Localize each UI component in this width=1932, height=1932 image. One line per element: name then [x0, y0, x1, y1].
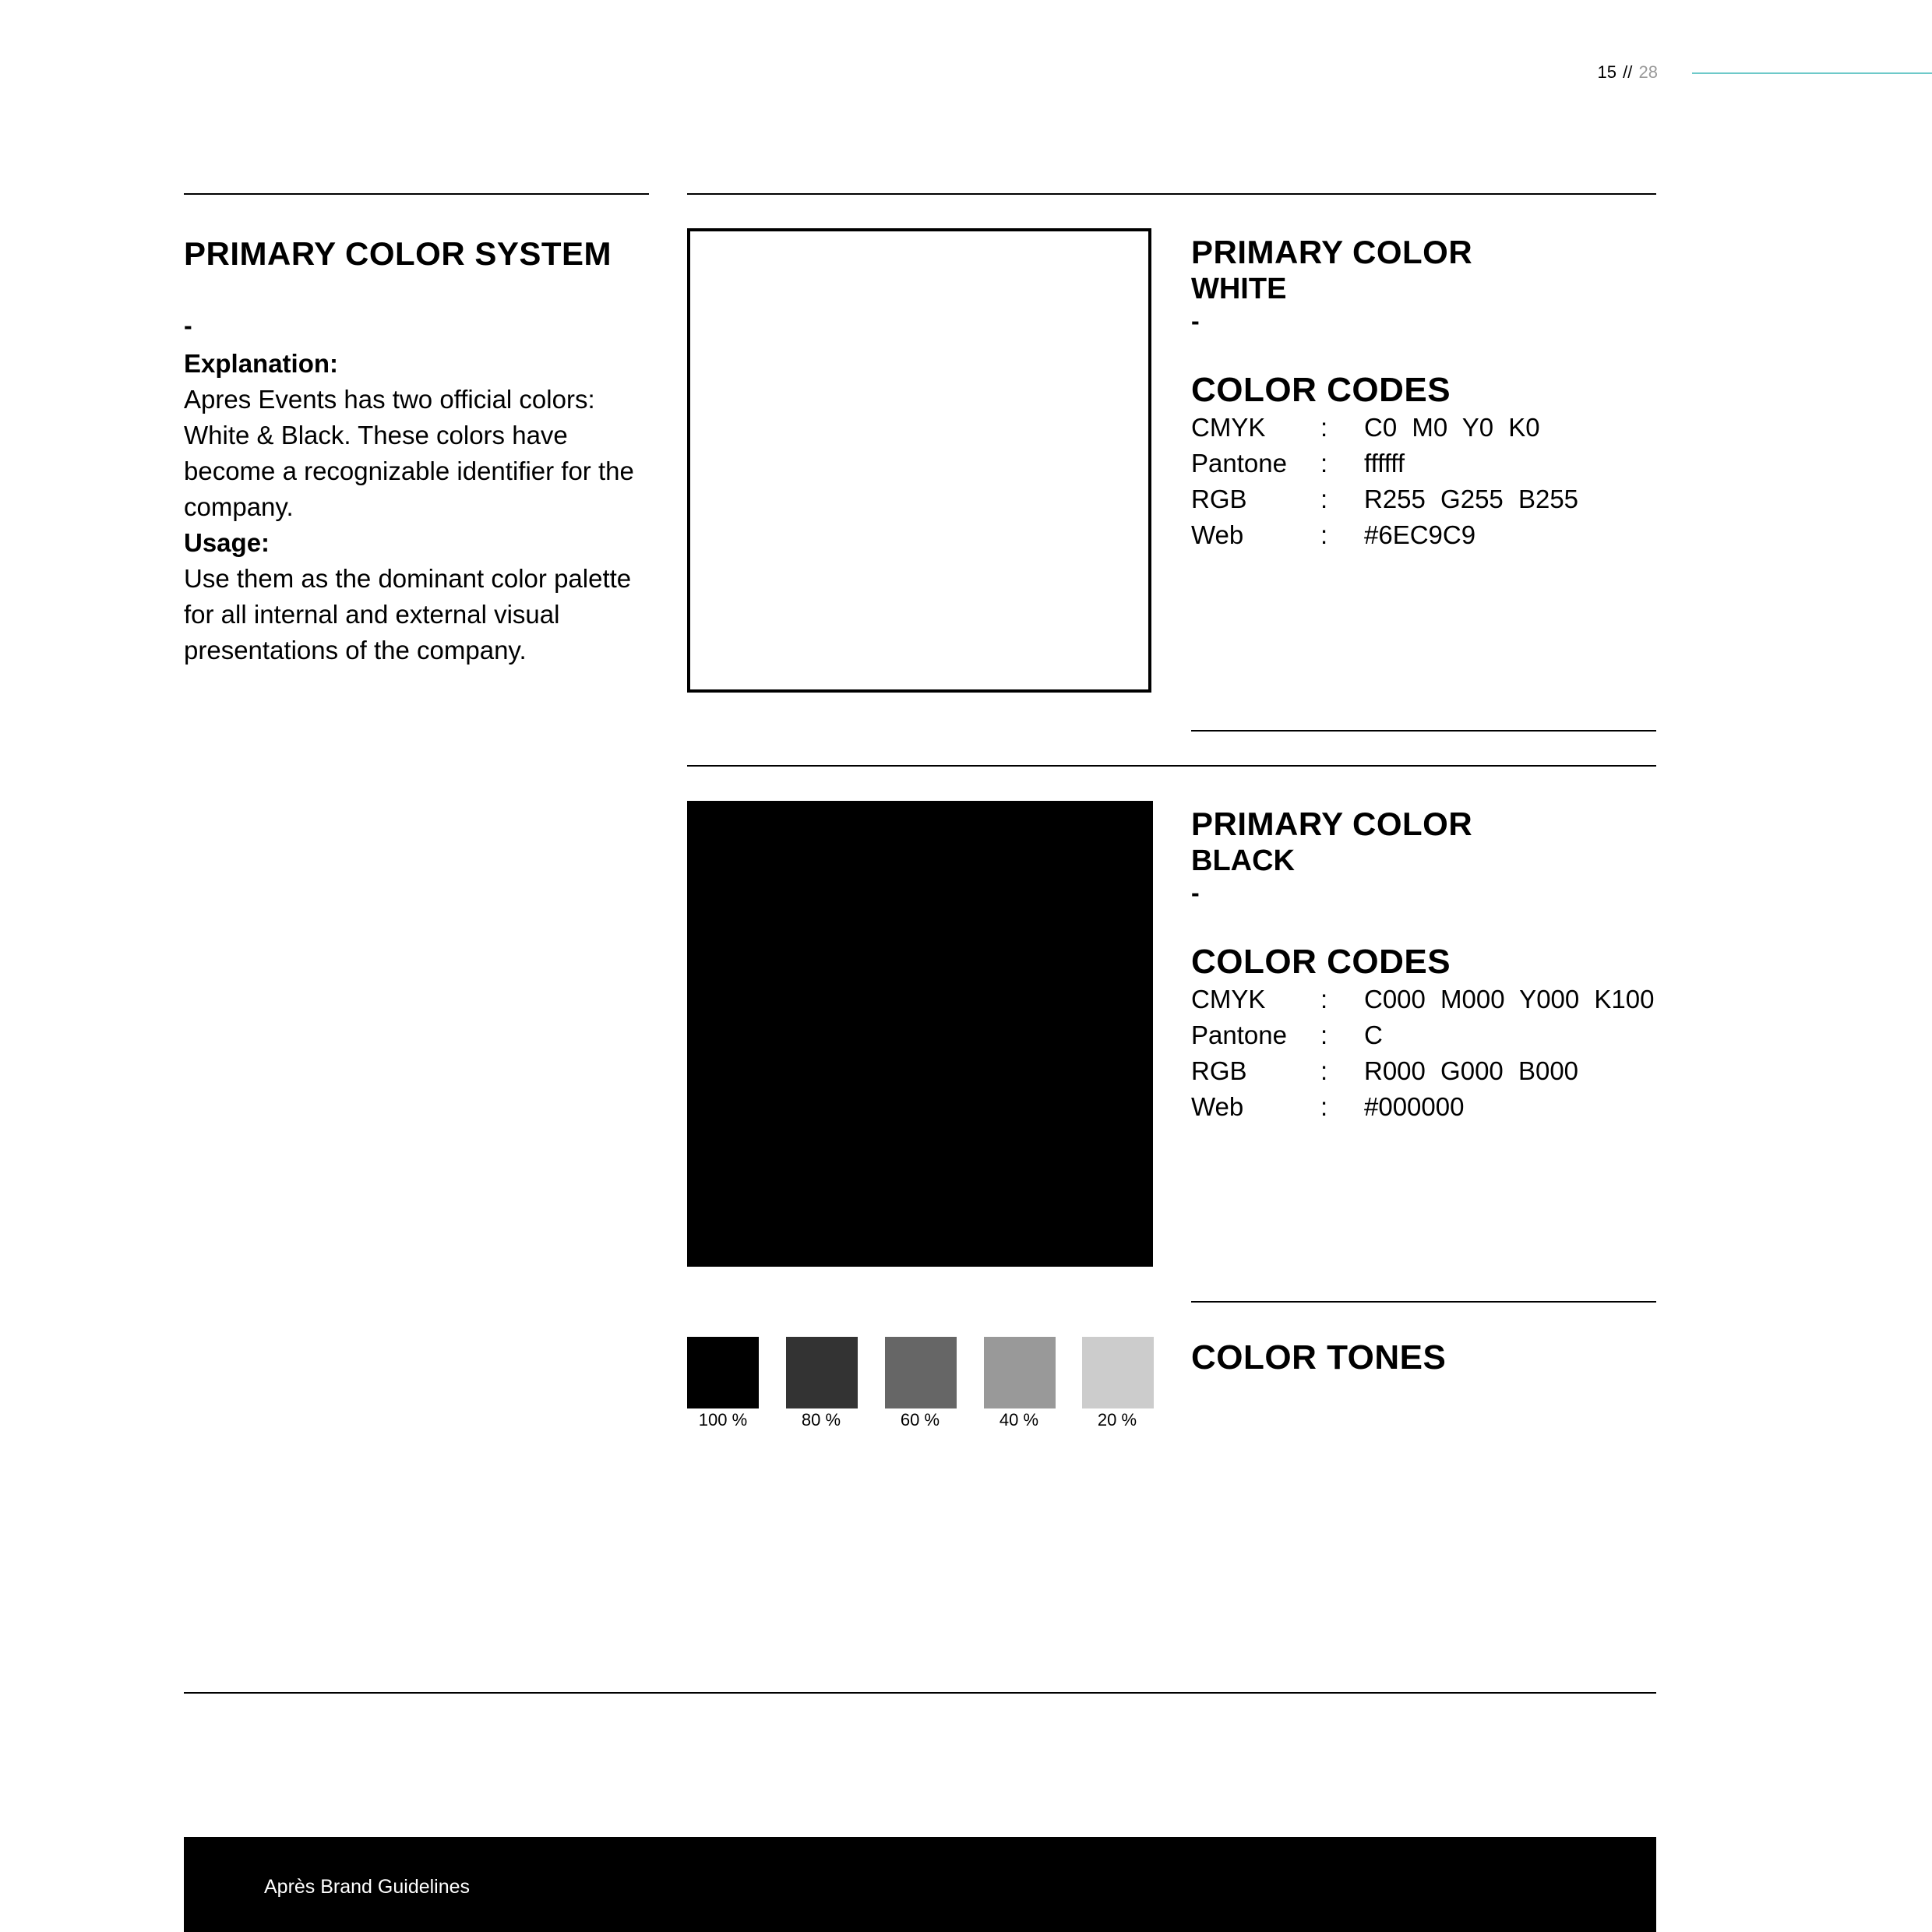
- tone-swatch-100: [687, 1337, 759, 1408]
- white-codes-heading: COLOR CODES: [1191, 371, 1451, 409]
- white-codes-list: [1191, 410, 1579, 553]
- code-value: C0 M0 Y0 K0: [1364, 413, 1540, 442]
- code-value: R255 G255 B255: [1364, 485, 1579, 513]
- white-name: WHITE: [1191, 273, 1287, 305]
- code-label: Pantone: [1191, 1021, 1287, 1049]
- white-code-cmyk: [1191, 410, 1540, 446]
- code-label: RGB: [1191, 1056, 1247, 1085]
- black-name: BLACK: [1191, 844, 1295, 877]
- tone-label-20: 20 %: [1097, 1410, 1137, 1430]
- code-label: Web: [1191, 520, 1244, 549]
- header-accent-line: [1692, 72, 1932, 74]
- tone-label-100: 100 %: [698, 1410, 748, 1430]
- section-title: PRIMARY COLOR SYSTEM: [184, 235, 612, 272]
- tone-swatch-60: [885, 1337, 957, 1408]
- code-colon: :: [1320, 1021, 1328, 1049]
- usage-block: [184, 525, 651, 668]
- tone-label-40: 40 %: [999, 1410, 1039, 1430]
- code-value: C: [1364, 1021, 1383, 1049]
- code-label: CMYK: [1191, 985, 1266, 1014]
- footer-title: Après Brand Guidelines: [264, 1876, 471, 1898]
- code-value: R000 G000 B000: [1364, 1056, 1579, 1085]
- tone-label-80: 80 %: [801, 1410, 841, 1430]
- code-colon: :: [1320, 520, 1328, 549]
- divider-bottom: [184, 1692, 1656, 1694]
- explanation-heading: Explanation:: [184, 349, 339, 378]
- divider-tones: [1191, 1301, 1656, 1303]
- footer-bar: [184, 1837, 1656, 1932]
- code-value: #000000: [1364, 1092, 1465, 1121]
- divider-left-top: [184, 193, 649, 195]
- divider-right-top: [687, 193, 1656, 195]
- divider-black-section: [687, 765, 1656, 767]
- code-label: Web: [1191, 1092, 1244, 1121]
- black-heading: PRIMARY COLOR: [1191, 806, 1473, 842]
- code-colon: :: [1320, 1056, 1328, 1085]
- code-colon: :: [1320, 449, 1328, 478]
- usage-heading: Usage:: [184, 528, 270, 557]
- black-dash: -: [1191, 879, 1200, 907]
- code-label: CMYK: [1191, 413, 1266, 442]
- explanation-block: [184, 346, 659, 525]
- black-code-rgb: [1191, 1053, 1579, 1089]
- usage-text: Use them as the dominant color palette for all internal and external visual presentations of the company.: [184, 564, 632, 665]
- page-number: [1598, 62, 1658, 83]
- black-codes-list: [1191, 982, 1655, 1125]
- white-color-swatch: [687, 228, 1151, 693]
- tone-swatch-20: [1082, 1337, 1154, 1408]
- white-code-web: [1191, 517, 1476, 553]
- white-dash: -: [1191, 307, 1200, 335]
- black-info: [1191, 806, 1655, 1125]
- code-value: ffffff: [1364, 449, 1405, 478]
- black-code-web: [1191, 1089, 1472, 1125]
- white-heading: PRIMARY COLOR: [1191, 234, 1473, 270]
- code-label: Pantone: [1191, 449, 1287, 478]
- code-value: C000 M000 Y000 K100: [1364, 985, 1655, 1014]
- code-colon: :: [1320, 485, 1328, 513]
- tone-swatch-80: [786, 1337, 858, 1408]
- white-code-pantone: [1191, 446, 1472, 481]
- code-label: RGB: [1191, 485, 1247, 513]
- page-separator: //: [1623, 62, 1633, 82]
- tone-label-60: 60 %: [900, 1410, 940, 1430]
- page-current: 15: [1597, 62, 1617, 82]
- code-colon: :: [1320, 1092, 1328, 1121]
- page-total: 28: [1638, 62, 1658, 82]
- black-code-pantone: [1191, 1017, 1472, 1053]
- white-info: [1191, 234, 1579, 553]
- explanation-text: Apres Events has two official colors: White & Black. These colors have become a recognizable identifier for the company.: [184, 385, 634, 521]
- code-colon: :: [1320, 985, 1328, 1014]
- tone-swatch-40: [984, 1337, 1056, 1408]
- code-colon: :: [1320, 413, 1328, 442]
- intro-dash: -: [184, 312, 192, 340]
- black-code-cmyk: [1191, 982, 1655, 1017]
- color-tones-heading: COLOR TONES: [1191, 1338, 1447, 1377]
- divider-white-info: [1191, 730, 1656, 732]
- code-value: #6EC9C9: [1364, 520, 1476, 549]
- white-code-rgb: [1191, 481, 1579, 517]
- black-codes-heading: COLOR CODES: [1191, 943, 1451, 981]
- black-color-swatch: [687, 801, 1153, 1267]
